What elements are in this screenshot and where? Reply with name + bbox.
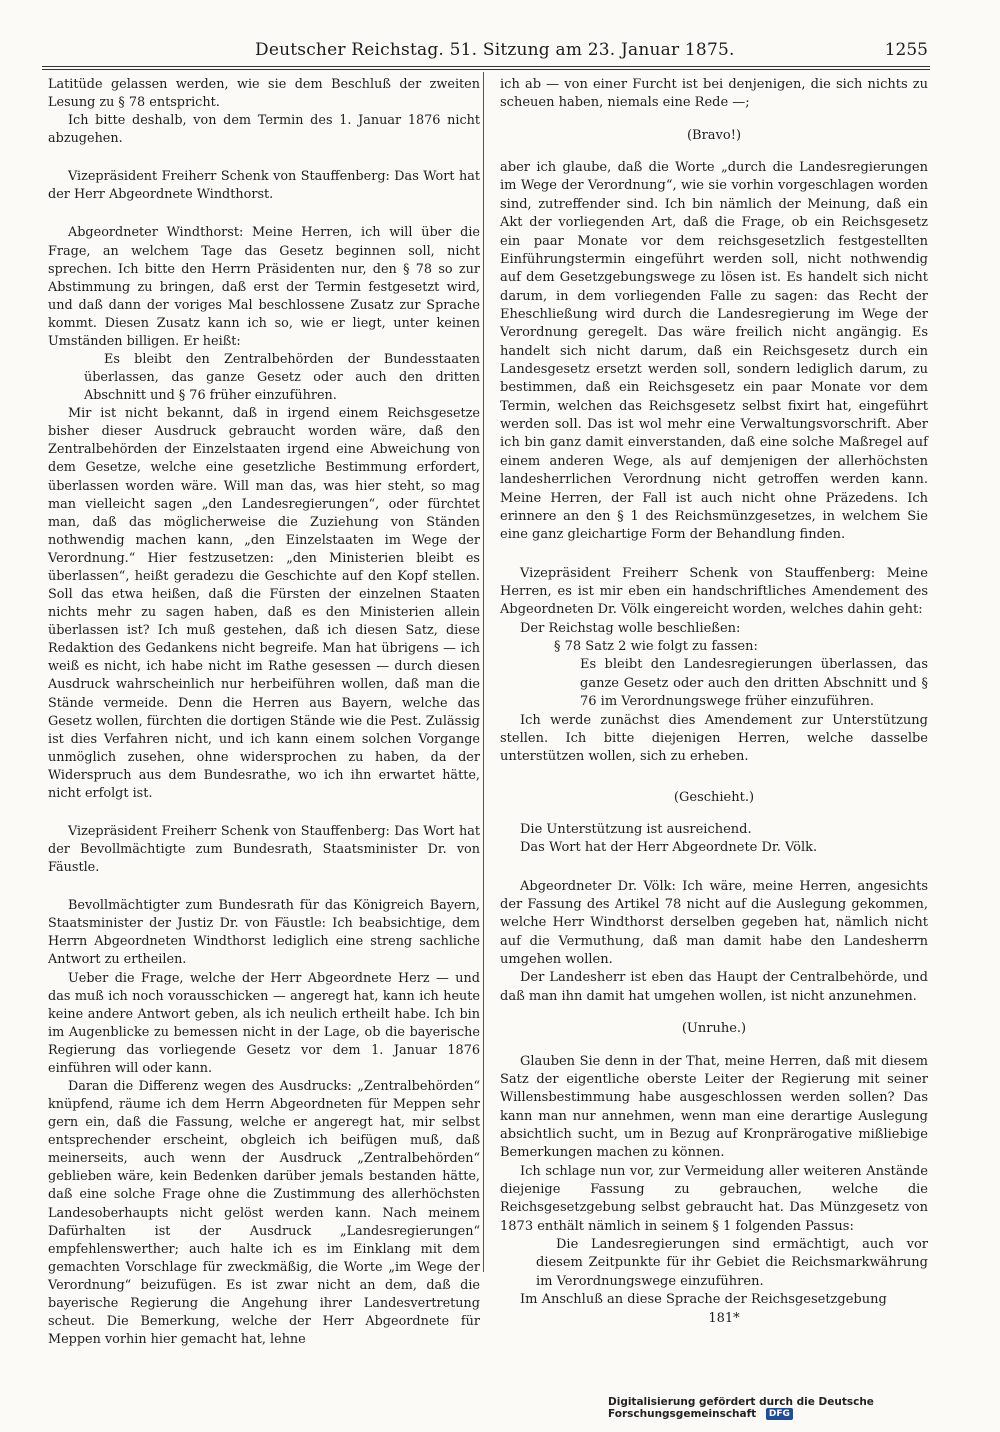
header-rule xyxy=(42,66,930,67)
right-column xyxy=(500,76,928,1328)
paragraph: Das Wort hat der Herr Abgeordnete Dr. Völk. xyxy=(520,840,818,856)
paragraph: Mir ist nicht bekannt, daß in irgend einem Reichsgesetze bisher dieser Ausdruck gebraucht worden wäre, daß den Zentralbehörden der Einzelstaaten irgend eine Abweichung von dem Gesetze, welche eine gesetzliche Bestimmung erfordert, überlassen worden wäre. Will man das, was hier steht, so mag man vielleicht sagen „den Landesregierungen“, oder fürchtet man, daß das möglicherweise die Zuziehung von Ständen nothwendig machen kann, „den Einzelstaaten im Wege der Verordnung.“ Hier festzusetzen: „den Ministerien bleibt es überlassen“, heißt geradezu die Geschichte auf den Kopf stellen. Soll das etwa heißen, daß die Fürsten der einzelnen Staaten nichts mehr zu sagen haben, daß es den Ministerien allein überlassen ist? Ich muß gestehen, daß ich diesen Satz, diese Redaktion des Gedankens nicht begreife. Man hat übrigens — ich weiß es nicht, ich habe nicht im Rathe gesessen — durch diesen Ausdruck wahrscheinlich nur herbeiführen wollen, daß man die Stände vermeide. Denn die Herren aus Bayern, welche das Gesetz wollen, fürchten die dortigen Stände wie die Pest. Zulässig ist dies Verfahren nicht, und ich kann einem solchen Vorgange unmöglich zusehen, ohne widersprochen zu haben, da der Widerspruch aus dem Bundesrathe, wo ich ihn erwartet hätte, nicht erfolgt ist. xyxy=(48,406,480,801)
quoted-passage: Es bleibt den Zentralbehörden der Bundesstaaten überlassen, das ganze Gesetz oder auch den dritten Abschnitt und § 76 früher einzuführen. xyxy=(84,352,480,404)
paragraph: Im Anschluß an diese Sprache der Reichsgesetzgebung xyxy=(520,1292,887,1308)
motion-intro: Der Reichstag wolle beschließen: xyxy=(520,620,741,636)
footer-text: Digitalisierung gefördert durch die Deutsche Forschungsgemeinschaft xyxy=(608,1396,874,1420)
left-column xyxy=(48,76,480,1349)
paragraph: aber ich glaube, daß die Worte „durch die Landesregierungen im Wege der Verordnung“, wie sie vorhin vorgeschlagen worden sind, zutreffender sind. Ich bin nämlich der Meinung, daß ein Akt der vorliegenden Art, daß die Frage, ob ein Reichsgesetz ein paar Monate vor dem reichsgesetzlich festgestellten Einführungstermin eingeführt werden soll, nicht nothwendig auf dem Gesetzgebungswege zu lösen ist. Es handelt sich nicht darum, in dem vorliegenden Falle zu sagen: das Recht der Eheschließung wird durch die Landesregierung im Wege der Verordnung geregelt. Das wäre freilich nicht angängig. Es handelt sich nicht darum, daß ein Reichsgesetz durch ein Landesgesetz ersetzt werden soll, sondern lediglich darum, zu bestimmen, daß ein Reichsgesetz ein paar Monate vor dem Termin, welchen das Reichsgesetz selbst fixirt hat, eingeführt werden soll. Das ist wol mehr eine Verwaltungsvorschrift. Aber ich bin ganz damit einverstanden, daß eine solche Maßregel auf einem anderen Wege, als auf demjenigen der allerhöchsten landesherrlichen Verordnung nicht getroffen werden kann. Meine Herren, der Fall ist auch nicht ohne Präzedens. Ich erinnere an den § 1 des Reichsmünzgesetzes, in welchem Sie eine ganz gleichartige Form der Behandlung finden. xyxy=(500,160,928,543)
interjection: (Geschieht.) xyxy=(673,789,755,805)
motion-text: Es bleibt den Landesregierungen überlassen, das ganze Gesetz oder auch den dritten Abschnitt und § 76 im Verordnungswege früher einzuführen. xyxy=(580,657,928,710)
speaker-paragraph: Vizepräsident Freiherr Schenk von Stauffenberg: Das Wort hat der Bevollmächtigte zum Bundesrath, Staatsminister Dr. von Fäustle. xyxy=(48,823,480,876)
column-divider xyxy=(483,72,484,1272)
speaker-paragraph: Abgeordneter Windthorst: Meine Herren, ich will über die Frage, an welchem Tage das Gesetz beginnen soll, nicht sprechen. Ich bitte den Herrn Präsidenten nur, den § 78 so zur Abstimmung zu bringen, daß erst der Termin festgesetzt wird, und daß dann der voriges Mal beschlossene Zusatz zur Sprache kommt. Diesen Zusatz kann ich so, wie er liegt, unter keinen Umständen billigen. Er heißt: xyxy=(48,225,480,349)
paragraph: Ich werde zunächst dies Amendement zur Unterstützung stellen. Ich bitte diejenigen Herren, welche dasselbe unterstützen wollen, sich zu erheben. xyxy=(500,712,928,765)
speaker-paragraph: Bevollmächtigter zum Bundesrath für das Königreich Bayern, Staatsminister der Justiz Dr. von Fäustle: Ich beabsichtige, dem Herrn Abgeordneten Windthorst lediglich eine streng sachliche Antwort zu ertheilen. xyxy=(48,898,480,968)
page-title: Deutscher Reichstag. 51. Sitzung am 23. Januar 1875. xyxy=(255,40,735,60)
motion-heading: § 78 Satz 2 wie folgt zu fassen: xyxy=(554,639,758,655)
paragraph: ich ab — von einer Furcht ist bei denjenigen, die sich nichts zu scheuen haben, niemals eine Rede —; xyxy=(500,77,928,111)
speaker-paragraph: Abgeordneter Dr. Völk: Ich wäre, meine Herren, angesichts der Fassung des Artikel 78 nicht auf die Auslegung gekommen, welche Herr Windthorst derselben gegeben hat, nämlich nicht auf die Vermuthung, daß man damit habe den Landesherrn umgehen wollen. xyxy=(500,878,928,968)
paragraph: Die Unterstützung ist ausreichend. xyxy=(520,821,752,837)
paragraph: Ueber die Frage, welche der Herr Abgeordnete Herz — und das muß ich noch vorausschicken — angeregt hat, kann ich heute keine andere Antwort geben, als ich neulich ertheilt habe. Ich bin im Augenblicke zu bemessen nicht in der Lage, ob die bayerische Regierung das vorliegende Gesetz vor dem 1. Januar 1876 einführen will oder kann. xyxy=(48,970,480,1076)
speaker-paragraph: Vizepräsident Freiherr Schenk von Stauffenberg: Das Wort hat der Herr Abgeordnete Windthorst. xyxy=(48,169,480,203)
dfg-logo: DFG xyxy=(766,1408,793,1420)
paragraph: Daran die Differenz wegen des Ausdrucks: „Zentralbehörden“ knüpfend, räume ich dem Herrn Abgeordneten für Meppen sehr gern ein, daß die Fassung, welche er angeregt hat, mir selbst entsprechender erscheint, obgleich ich beifügen muß, daß meinerseits, auch wenn der Ausdruck „Zentralbehörden“ geblieben wäre, kein Bedenken darüber jemals bestanden hätte, daß eine solche Frage ohne die Zustimmung des allerhöchsten Landesoberhaupts nicht gelöst werden kann. Nach meinem Dafürhalten ist der Ausdruck „Landesregierungen“ empfehlenswerther; auch halte ich es im Einklang mit dem gemachten Vorschlage für zweckmäßig, die Worte „im Wege der Verordnung“ beizufügen. Es ist zwar nicht an dem, daß die bayerische Regierung die Angehung ihrer Landesvertretung scheut. Die Bemerkung, welche der Herr Abgeordnete für Meppen vorhin hier gemacht hat, lehne xyxy=(48,1078,480,1348)
footer-credit xyxy=(608,1396,1000,1420)
page-number: 1255 xyxy=(884,40,928,60)
quoted-passage: Die Landesregierungen sind ermächtigt, auch vor diesem Zeitpunkte für ihr Gebiet die Reichsmarkwährung im Verordnungswege einzuführen. xyxy=(536,1237,928,1289)
signature-mark: 181* xyxy=(708,1310,740,1326)
paragraph: Latitüde gelassen werden, wie sie dem Beschluß der zweiten Lesung zu § 78 entspricht. xyxy=(48,77,480,111)
paragraph: Glauben Sie denn in der That, meine Herren, daß mit diesem Satz der eigentliche oberste Leiter der Regierung mit seiner Willensbestimmung habe ausgeschlossen werden sollen? Das kann man nur annehmen, wenn man eine derartige Auslegung absichtlich sucht, um in Bezug auf Kronprärogative mißliebige Bemerkungen machen zu können. xyxy=(500,1053,928,1161)
paragraph: Der Landesherr ist eben das Haupt der Centralbehörde, und daß man ihn damit hat umgehen wollen, ist nicht anzunehmen. xyxy=(500,970,928,1004)
interjection: (Bravo!) xyxy=(686,127,742,143)
header-rule-double xyxy=(42,69,930,70)
page-header xyxy=(0,40,1000,66)
interjection: (Unruhe.) xyxy=(681,1021,747,1037)
paragraph: Ich schlage nun vor, zur Vermeidung aller weiteren Anstände diejenige Fassung zu gebrauchen, welche die Reichsgesetzgebung selbst gebraucht hat. Das Münzgesetz von 1873 enthält nämlich in seinem § 1 folgenden Passus: xyxy=(500,1163,928,1234)
speaker-paragraph: Vizepräsident Freiherr Schenk von Stauffenberg: Meine Herren, es ist mir eben ein handschriftliches Amendement des Abgeordneten Dr. Völk eingereicht worden, welches dahin geht: xyxy=(500,565,928,618)
paragraph: Ich bitte deshalb, von dem Termin des 1. Januar 1876 nicht abzugehen. xyxy=(48,113,480,147)
